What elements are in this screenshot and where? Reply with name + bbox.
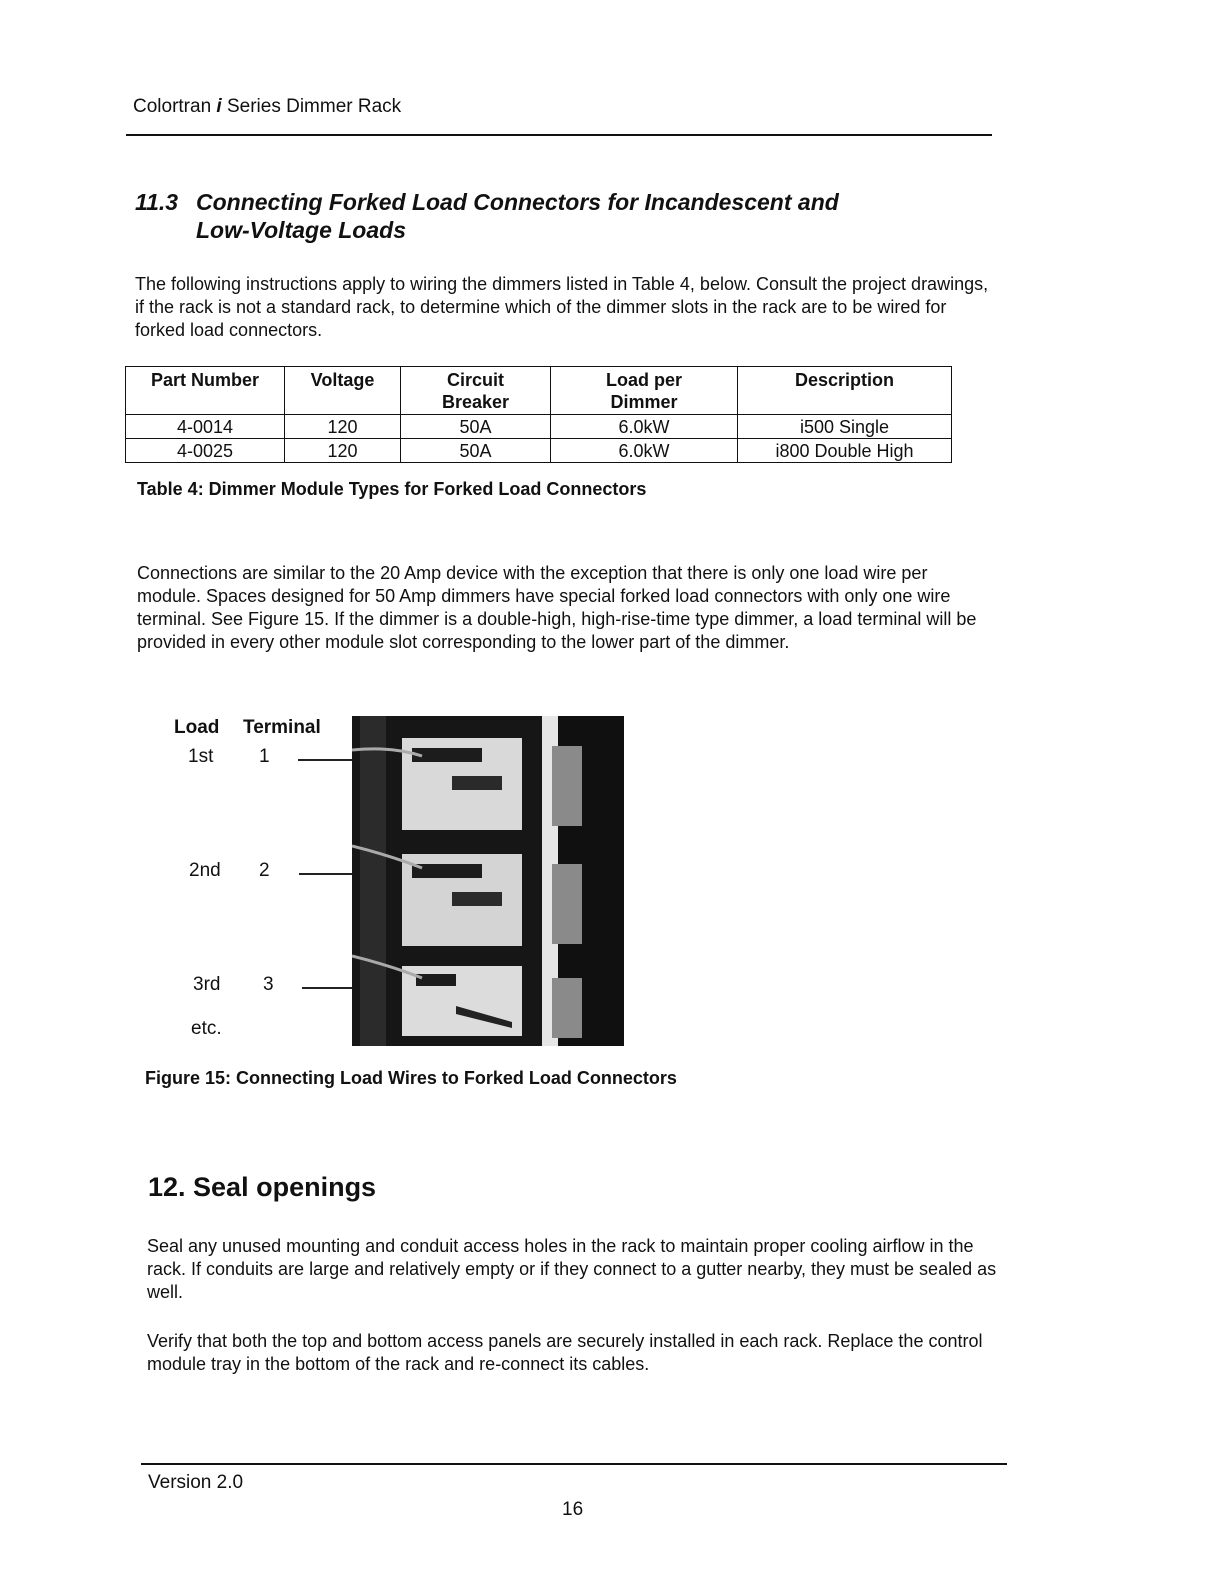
table-header: Voltage xyxy=(285,367,401,415)
page-number: 16 xyxy=(562,1499,584,1520)
section-number: 11.3 xyxy=(135,189,179,215)
table-header: Circuit Breaker xyxy=(401,367,551,415)
table-cell: 50A xyxy=(401,415,551,439)
figure-terminal-label: 1 xyxy=(259,746,270,767)
table-caption: Table 4: Dimmer Module Types for Forked Load Connectors xyxy=(137,479,647,499)
table-cell: 120 xyxy=(285,439,401,463)
footer-rule xyxy=(141,1463,1007,1465)
table-row xyxy=(126,439,952,463)
intro-paragraph: The following instructions apply to wiring the dimmers listed in Table 4, below. Consult the project drawings, if the rack is not a standard rack, to determine which of the dimmer slots in the rack are to be wired for forked load connectors. xyxy=(135,274,989,340)
table-cell: i500 Single xyxy=(738,415,952,439)
footer-version: Version 2.0 xyxy=(148,1472,244,1493)
table-header: Description xyxy=(738,367,952,415)
figure-load-label: 2nd xyxy=(189,860,221,881)
table-row xyxy=(126,415,952,439)
seal-paragraph-1: Seal any unused mounting and conduit access holes in the rack to maintain proper cooling airflow in the rack. If conduits are large and relatively empty or if they connect to a gutter nearby, they must be sealed as well. xyxy=(147,1236,997,1302)
table-cell: 6.0kW xyxy=(551,415,738,439)
table-cell: 120 xyxy=(285,415,401,439)
section-title-line1: Connecting Forked Load Connectors for Incandescent and xyxy=(196,189,839,215)
table-cell: 4-0014 xyxy=(126,415,285,439)
section-heading-11-3 xyxy=(135,188,839,244)
section-heading-12: 12. Seal openings xyxy=(148,1172,377,1202)
forked-connector-photo xyxy=(352,716,624,1046)
table-header-row xyxy=(126,367,952,415)
figure-terminal-label: 3 xyxy=(263,974,274,995)
figure-load-label: 1st xyxy=(188,746,214,767)
table-cell: 4-0025 xyxy=(126,439,285,463)
figure-etc-label: etc. xyxy=(191,1018,222,1039)
figure-terminal-label: 2 xyxy=(259,860,270,881)
seal-paragraph-2: Verify that both the top and bottom access panels are securely installed in each rack. Replace the control module tray in the bottom of the rack and re-connect its cables. xyxy=(147,1331,983,1374)
table-header: Load per Dimmer xyxy=(551,367,738,415)
figure-caption: Figure 15: Connecting Load Wires to Forked Load Connectors xyxy=(145,1068,677,1088)
figure-col-load: Load xyxy=(174,717,220,738)
section-title-line2: Low-Voltage Loads xyxy=(196,217,406,243)
dimmer-module-table xyxy=(125,366,952,463)
table-cell: i800 Double High xyxy=(738,439,952,463)
header-rule xyxy=(126,134,992,136)
table-cell: 50A xyxy=(401,439,551,463)
figure-load-label: 3rd xyxy=(193,974,221,995)
table-cell: 6.0kW xyxy=(551,439,738,463)
running-header: Colortran i Series Dimmer Rack xyxy=(133,96,402,117)
connections-paragraph: Connections are similar to the 20 Amp device with the exception that there is only one load wire per module. Spaces designed for 50 Amp dimmers have special forked load connectors with only one wire terminal. See Figure 15. If the dimmer is a double-high, high-rise-time type dimmer, a load terminal will be provided in every other module slot corresponding to the lower part of the dimmer. xyxy=(137,563,977,652)
table-header: Part Number xyxy=(126,367,285,415)
figure-col-terminal: Terminal xyxy=(243,717,321,738)
